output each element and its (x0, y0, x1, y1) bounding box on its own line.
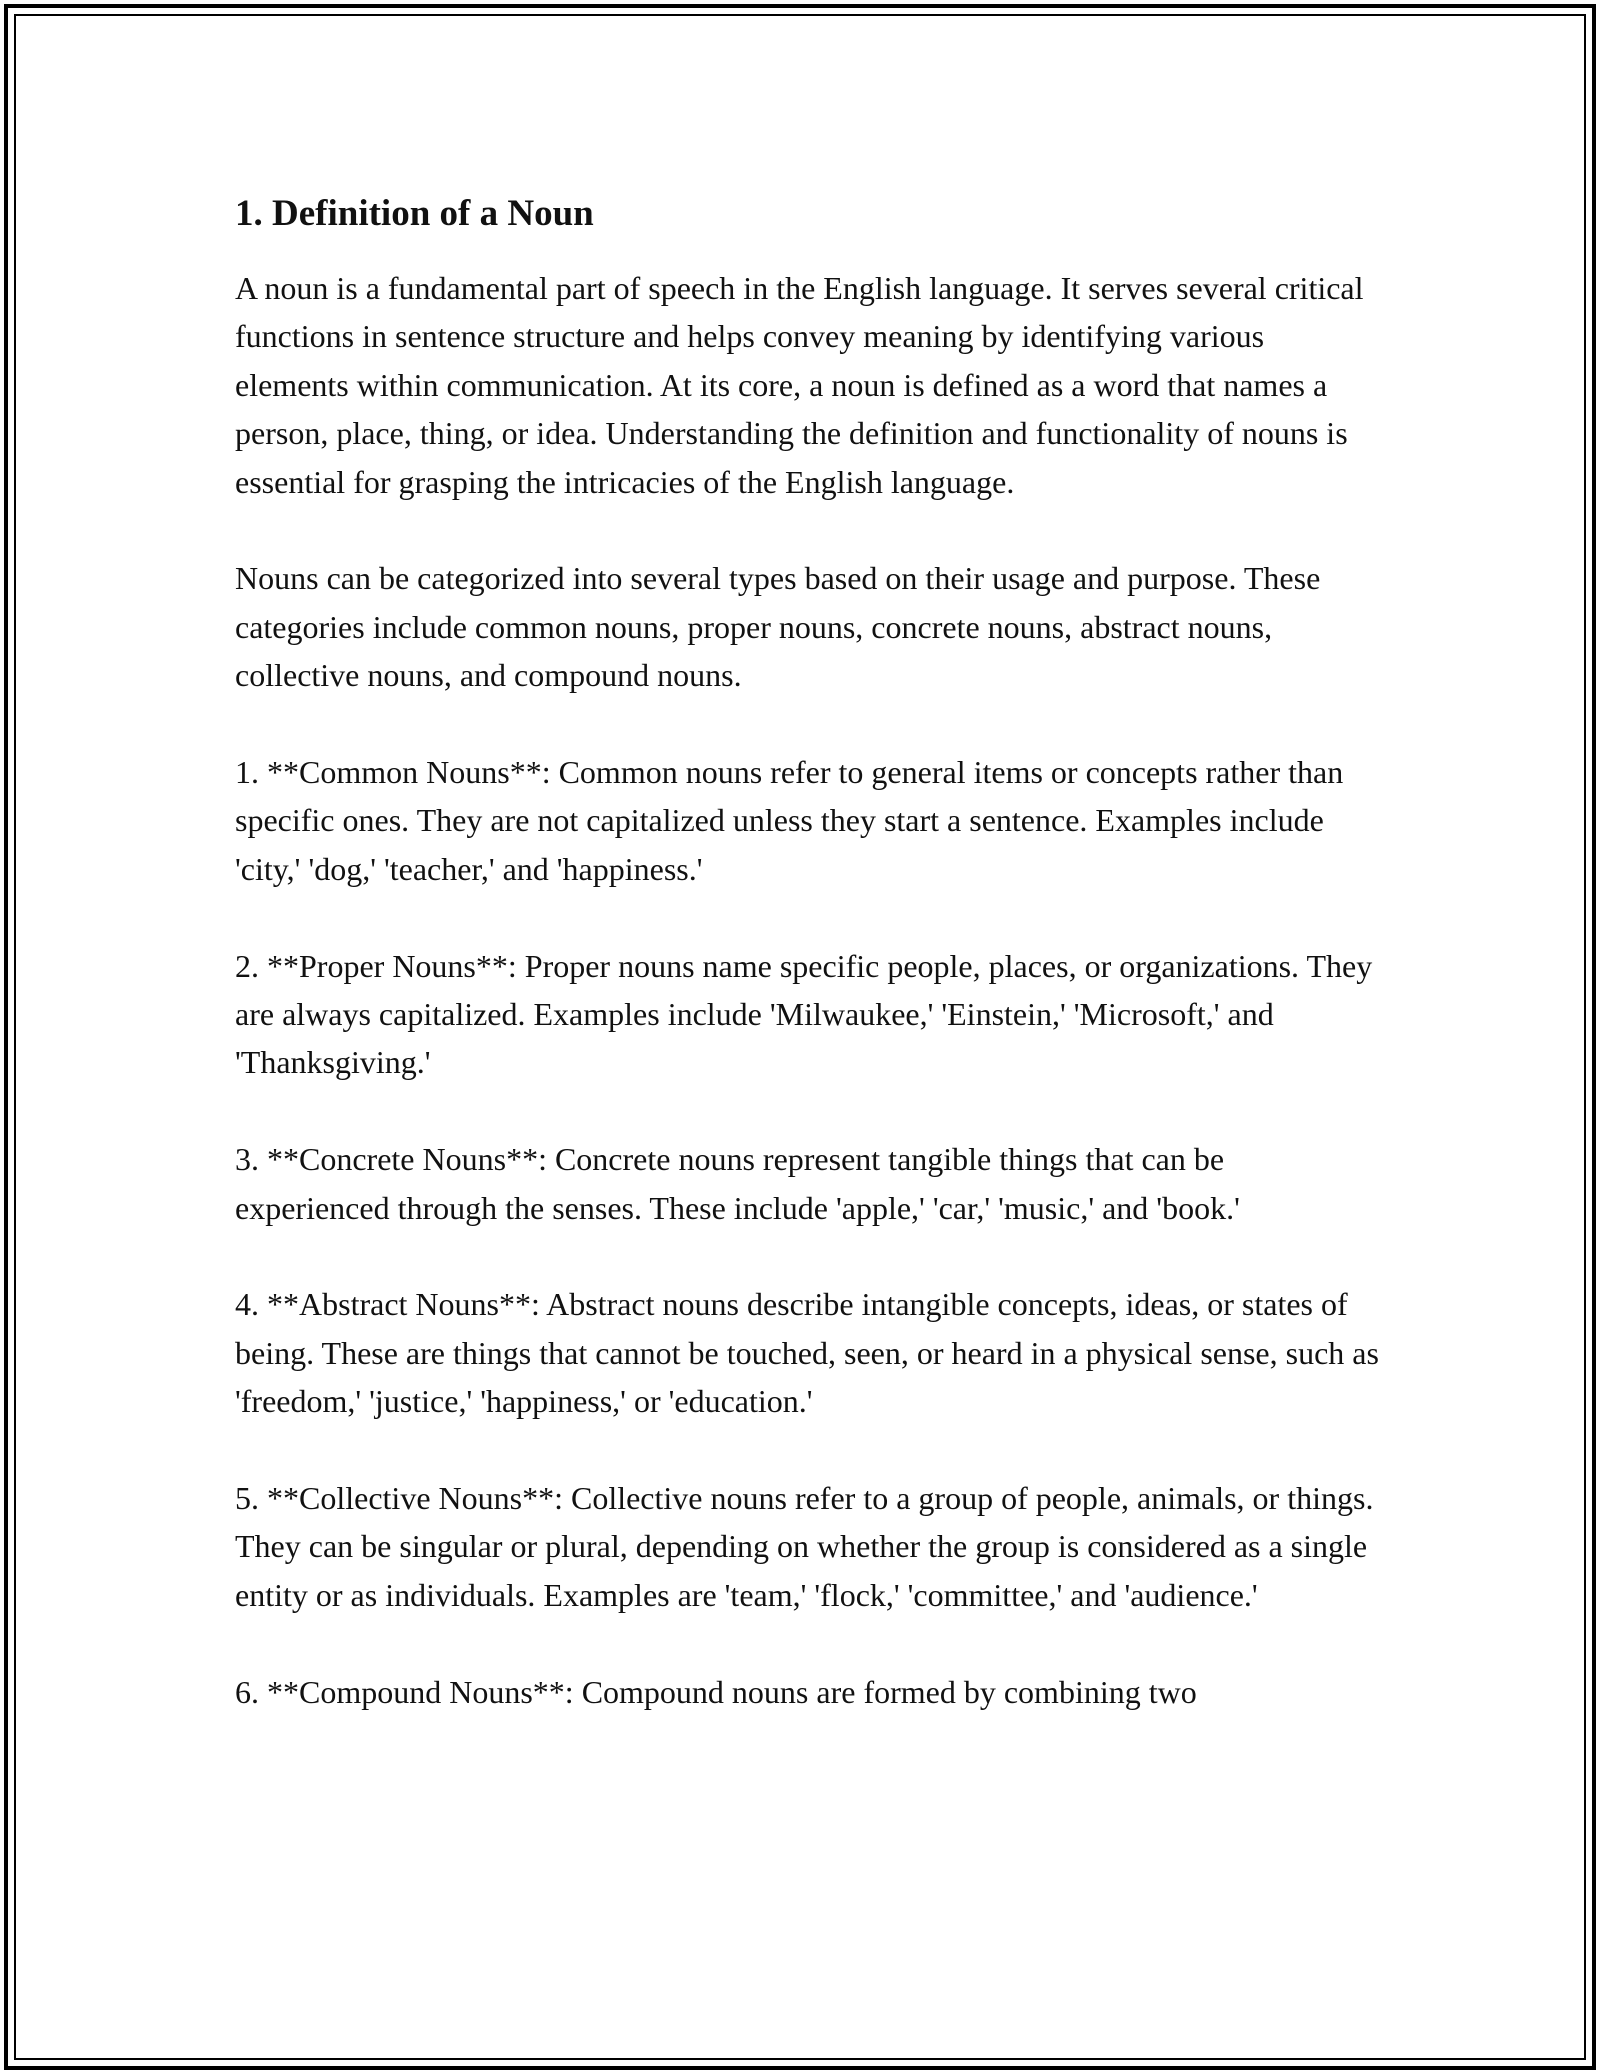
document-body (235, 186, 1385, 1716)
paragraph-concrete-nouns: 3. **Concrete Nouns**: Concrete nouns represent tangible things that can be experienced through the senses. These include 'apple,' 'car,' 'music,' and 'book.' (235, 1141, 1240, 1226)
paragraph-intro: A noun is a fundamental part of speech in the English language. It serves several critical functions in sentence structure and helps convey meaning by identifying various elements within communication. At its core, a noun is defined as a word that names a person, place, thing, or idea. Understanding the definition and functionality of nouns is essential for grasping the intricacies of the English language. (235, 270, 1364, 500)
paragraph-common-nouns: 1. **Common Nouns**: Common nouns refer to general items or concepts rather than specific ones. They are not capitalized unless they start a sentence. Examples include 'city,' 'dog,' 'teacher,' and 'happiness.' (235, 754, 1344, 887)
paragraph-categories: Nouns can be categorized into several types based on their usage and purpose. These categories include common nouns, proper nouns, concrete nouns, abstract nouns, collective nouns, and compound nouns. (235, 560, 1321, 694)
paragraph-proper-nouns: 2. **Proper Nouns**: Proper nouns name specific people, places, or organizations. They are always capitalized. Examples include 'Milwaukee,' 'Einstein,' 'Microsoft,' and 'Thanksgiving.' (235, 947, 1373, 1081)
paragraph-collective-nouns: 5. **Collective Nouns**: Collective nouns refer to a group of people, animals, or things. They can be singular or plural, depending on whether the group is considered as a single entity or as individuals. Examples are 'team,' 'flock,' 'committee,' and 'audience.' (235, 1480, 1374, 1613)
section-heading: 1. Definition of a Noun (235, 193, 594, 234)
paragraph-abstract-nouns: 4. **Abstract Nouns**: Abstract nouns describe intangible concepts, ideas, or states of being. These are things that cannot be touched, seen, or heard in a physical sense, such as 'freedom,' 'justice,' 'happiness,' or 'education.' (235, 1286, 1379, 1420)
paragraph-compound-nouns: 6. **Compound Nouns**: Compound nouns are formed by combining two (235, 1673, 1197, 1710)
